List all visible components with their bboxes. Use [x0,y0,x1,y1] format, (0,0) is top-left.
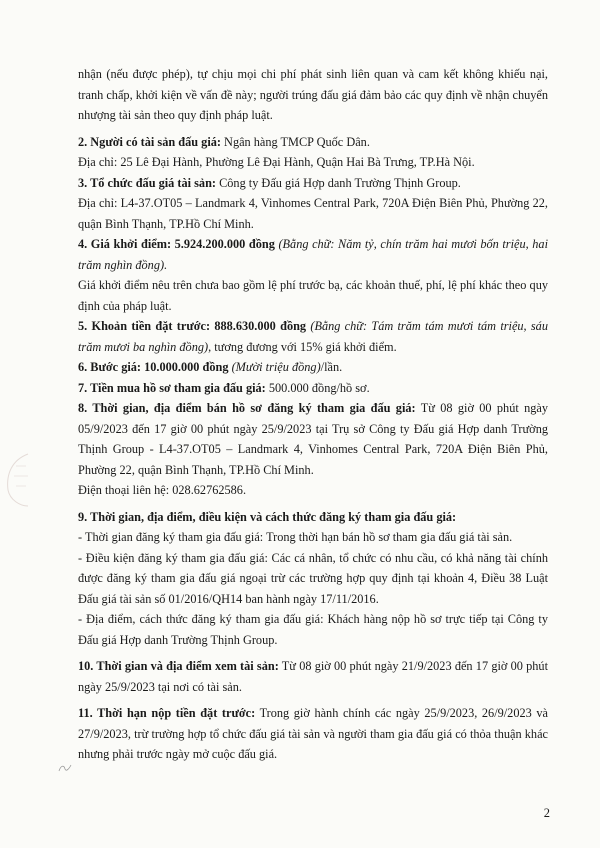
section-6-words: (Mười triệu đồng) [228,360,321,374]
section-9-bullet-2: - Điều kiện đăng ký tham gia đấu giá: Các cá nhân, tổ chức có nhu cầu, có khả năng tài chính được đăng ký tham gia đấu giá ngoại trừ các trường hợp quy định tại khoản 4, Điều 38 Luật Đấu giá tài sản số 01/2016/QH14 ban hành ngày 17/11/2016. [78,550,548,606]
margin-stamp-trace [2,452,32,508]
section-5 [78,316,548,357]
section-10 [78,656,548,697]
page-number: 2 [543,806,550,820]
section-4-note: Giá khởi điểm nêu trên chưa bao gồm lệ phí trước bạ, các khoản thuế, phí, lệ phí khác theo quy định của pháp luật. [78,278,548,313]
section-8-value: Từ 08 giờ 00 phút ngày 05/9/2023 đến 17 giờ 00 phút ngày 25/9/2023 tại Trụ sở Công ty Đấu giá Hợp danh Trường Thịnh Group - L4-37.OT05 – Landmark 4, Vinhomes Central Park, 720A Điện Biên Phủ, Phường 22, quận Bình Thạnh, TP.Hồ Chí Minh. [78,401,549,477]
intro-paragraph: nhận (nếu được phép), tự chịu mọi chi phí phát sinh liên quan và cam kết không khiếu nại, tranh chấp, khởi kiện về vấn đề này; người trúng đấu giá đảm bảo các quy định về nhận chuyển nhượng tài sản theo quy định pháp luật. [78,67,548,122]
document-body [78,64,548,765]
section-8-heading: 8. Thời gian, địa điểm bán hồ sơ đăng ký tham gia đấu giá: [78,401,416,415]
section-7-heading: 7. Tiền mua hồ sơ tham gia đấu giá: [78,380,266,395]
section-2-address: Địa chỉ: 25 Lê Đại Hành, Phường Lê Đại Hành, Quận Hai Bà Trưng, TP.Hà Nội. [78,155,475,169]
section-2-value: Ngân hàng TMCP Quốc Dân. [220,134,370,149]
section-9-bullet-1: - Thời gian đăng ký tham gia đấu giá: Trong thời hạn bán hồ sơ tham gia đấu giá tài sản. [78,530,513,544]
section-11-heading: 11. Thời hạn nộp tiền đặt trước: [78,706,256,720]
margin-scribble-mark [58,760,72,770]
section-3-value: Công ty Đấu giá Hợp danh Trường Thịnh Group. [216,175,461,190]
section-6-tail: /lần. [320,360,343,374]
section-9-heading [78,507,548,528]
section-3-heading: 3. Tổ chức đấu giá tài sản: [78,175,216,190]
section-11 [78,703,548,765]
section-9-bullet-3: - Địa điểm, cách thức đăng ký tham gia đấu giá: Khách hàng nộp hồ sơ trực tiếp tại Công ty Đấu giá Hợp danh Trường Thịnh Group. [78,612,548,647]
section-4-heading: 4. Giá khởi điểm: 5.924.200.000 đồng [78,237,275,251]
section-5-words: (Bằng chữ: Tám trăm tám mươi tám triệu, sáu trăm mươi ba nghìn đồng) [78,319,548,354]
section-8-phone: Điện thoại liên hệ: 028.62762586. [78,483,247,497]
section-6-heading: 6. Bước giá: 10.000.000 đồng [78,360,229,374]
section-4-words: (Bằng chữ: Năm tỷ, chín trăm hai mươi bốn triệu, hai trăm nghìn đồng). [78,237,548,272]
section-7-value: 500.000 đồng/hồ sơ. [265,380,370,395]
section-5-heading: 5. Khoản tiền đặt trước: 888.630.000 đồng [78,319,307,333]
section-5-tail: , tương đương với 15% giá khởi điểm. [208,339,397,354]
section-10-value: Từ 08 giờ 00 phút ngày 21/9/2023 đến 17 giờ 00 phút ngày 25/9/2023 tại nơi có tài sản. [78,659,548,694]
section-3 [78,173,548,194]
section-3-address: Địa chỉ: L4-37.OT05 – Landmark 4, Vinhomes Central Park, 720A Điện Biên Phủ, Phường 22, quận Bình Thạnh, TP.Hồ Chí Minh. [78,196,548,231]
section-2-heading: 2. Người có tài sản đấu giá: [78,134,221,149]
section-10-heading: 10. Thời gian và địa điểm xem tài sản: [78,659,279,673]
section-11-value: Trong giờ hành chính các ngày 25/9/2023, 26/9/2023 và 27/9/2023, trừ trường hợp tổ chức đấu giá tài sản và người tham gia đấu giá có thỏa thuận khác nhưng phải trước ngày mở cuộc đấu giá. [78,706,548,761]
section-6 [78,357,548,378]
section-4 [78,234,548,275]
section-8 [78,398,548,480]
section-7 [78,378,548,399]
section-9-heading-text: 9. Thời gian, địa điểm, điều kiện và cách thức đăng ký tham gia đấu giá: [78,509,457,524]
section-2 [78,132,548,153]
